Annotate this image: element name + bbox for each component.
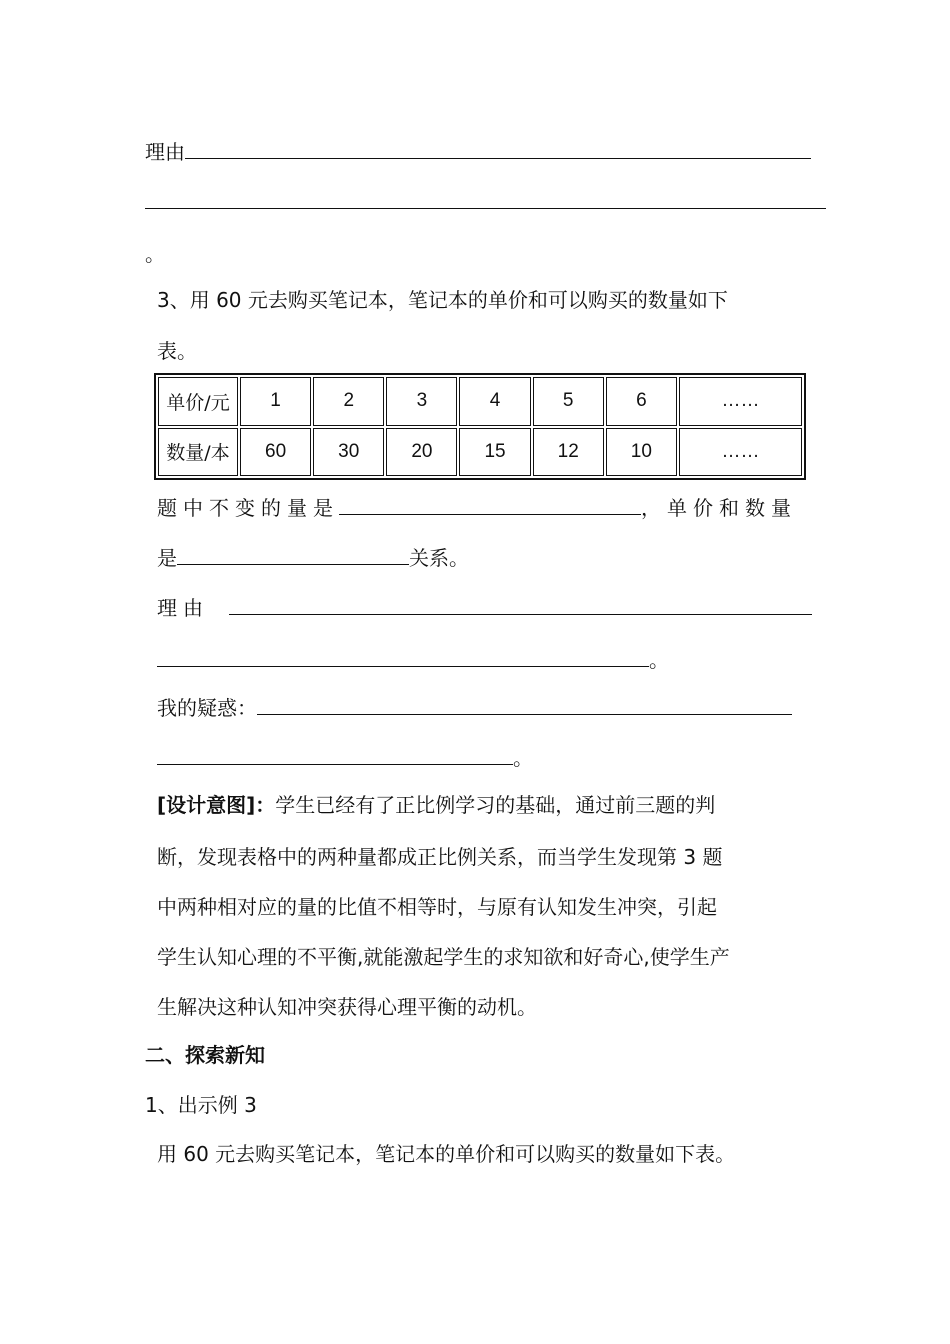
table-cell: 15 xyxy=(459,428,530,477)
q3-reason-end: 。 xyxy=(649,648,669,672)
q3-relation-blank[interactable] xyxy=(177,544,409,565)
q2-reason-blank-2[interactable] xyxy=(145,208,826,209)
table-row-header: 数量/本 xyxy=(158,428,238,477)
q2-reason-line xyxy=(145,138,811,166)
doubt-label: 我的疑惑： xyxy=(157,696,257,720)
design-line-5: 生解决这种认知冲突获得心理平衡的动机。 xyxy=(157,995,537,1019)
table-cell: 3 xyxy=(386,377,457,426)
doubt-end: 。 xyxy=(513,746,533,770)
design-line-2: 断，发现表格中的两种量都成正比例关系，而当学生发现第 3 题 xyxy=(157,845,723,869)
q2-end-mark: 。 xyxy=(145,242,165,266)
design-line-1 xyxy=(157,791,715,819)
design-label: [设计意图] xyxy=(157,793,256,817)
q2-reason-blank[interactable] xyxy=(185,138,811,159)
q3-constant-blank[interactable] xyxy=(339,494,641,515)
q3-reason-line-2 xyxy=(157,646,669,674)
doubt-blank[interactable] xyxy=(257,694,792,715)
q3-relation-line xyxy=(157,544,469,572)
example-text: 用 60 元去购买笔记本，笔记本的单价和可以购买的数量如下表。 xyxy=(157,1142,736,1166)
q3-reason-label: 理由 xyxy=(157,596,209,620)
q3-relation-after: 关系。 xyxy=(409,546,469,570)
doubt-line xyxy=(157,694,792,722)
example-title: 1、出示例 3 xyxy=(145,1093,257,1117)
q3-constant-label: 题中不变的量是 xyxy=(157,496,339,520)
table-cell: 12 xyxy=(533,428,604,477)
q3-constant-line xyxy=(157,494,797,522)
table-row xyxy=(158,428,802,477)
price-quantity-table xyxy=(154,373,806,480)
q3-reason-blank-2[interactable] xyxy=(157,646,649,667)
q3-relation-label: 是 xyxy=(157,546,177,570)
table-cell: 5 xyxy=(533,377,604,426)
q3-constant-after: ，单价和数量 xyxy=(641,496,797,520)
section-heading: 二、探索新知 xyxy=(145,1043,265,1067)
table-cell: 10 xyxy=(606,428,677,477)
table-cell: 4 xyxy=(459,377,530,426)
table-cell: …… xyxy=(679,377,802,426)
table-cell: 1 xyxy=(240,377,311,426)
table-cell: 60 xyxy=(240,428,311,477)
table-cell: 6 xyxy=(606,377,677,426)
table-cell: 30 xyxy=(313,428,384,477)
doubt-blank-2[interactable] xyxy=(157,744,513,765)
design-line-3: 中两种相对应的量的比值不相等时，与原有认知发生冲突，引起 xyxy=(157,895,717,919)
table-row xyxy=(158,377,802,426)
design-line-4: 学生认知心理的不平衡,就能激起学生的求知欲和好奇心,使学生产 xyxy=(157,945,730,969)
q3-prompt-line2: 表。 xyxy=(157,339,197,363)
table-cell: 2 xyxy=(313,377,384,426)
design-colon: ： xyxy=(255,793,276,817)
table-cell: 20 xyxy=(386,428,457,477)
q3-prompt-line1: 3、用 60 元去购买笔记本，笔记本的单价和可以购买的数量如下 xyxy=(157,288,728,312)
table-cell: …… xyxy=(679,428,802,477)
design-text-1: 学生已经有了正比例学习的基础，通过前三题的判 xyxy=(275,793,716,817)
table-row-header: 单价/元 xyxy=(158,377,238,426)
q2-reason-label: 理由 xyxy=(145,140,185,164)
q3-reason-line xyxy=(157,594,812,622)
q3-reason-blank[interactable] xyxy=(229,594,812,615)
doubt-line-2 xyxy=(157,744,533,772)
